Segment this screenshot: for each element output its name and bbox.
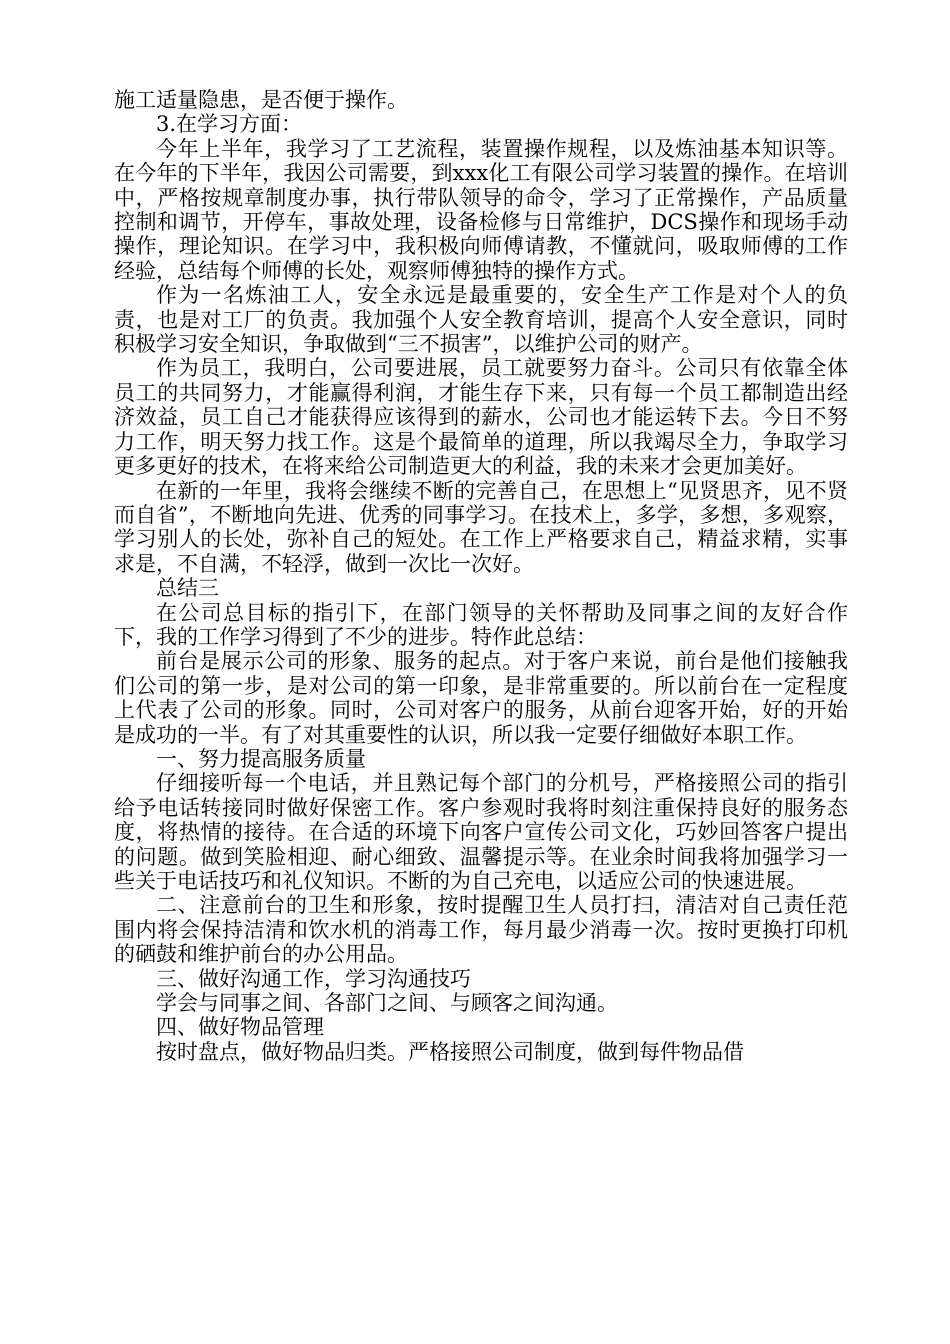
paragraph-safety: 作为一名炼油工人，安全永远是最重要的，安全生产工作是对个人的负责，也是对工厂的负责。我加强个人安全教育培训，提高个人安全意识，同时积极学习安全知识，争取做到“三不损害”，以维护公司的财产。 — [114, 283, 848, 357]
paragraph-item-management: 按时盘点，做好物品归类。严格接照公司制度，做到每件物品借 — [156, 1039, 744, 1064]
paragraph-front-desk-role: 前台是展示公司的形象、服务的起点。对于客户来说，前台是他们接触我们公司的第一步，是对公司的第一印象，是非常重要的。所以前台在一定程度上代表了公司的形象。同时，公司对客户的服务，从前台迎客开始，好的开始是成功的一半。有了对其重要性的认识，所以我一定要仔细做好本职工作。 — [114, 649, 848, 747]
paragraph-learning-process: 今年上半年，我学习了工艺流程，装置操作规程，以及炼油基本知识等。在今年的下半年，我因公司需要，到xxx化工有限公司学习装置的操作。在培训中，严格按规章制度办事，执行带队领导的命令，学习了正常操作，产品质量控制和调节，开停车，事故处理，设备检修与日常维护，DCS操作和现场手动操作，理论知识。在学习中，我积极向师傅请教，不懂就问，吸取师傅的工作经验，总结每个师傅的长处，观察师傅独特的操作方式。 — [114, 136, 848, 283]
section-heading-communication: 三、做好沟通工作，学习沟通技巧 — [156, 966, 471, 991]
paragraph-new-year-plan: 在新的一年里，我将会继续不断的完善自己，在思想上“见贤思齐，见不贤而自省”，不断地向先进、优秀的同事学习。在技术上，多学，多想，多观察，学习别人的长处，弥补自己的短处。在工作上严格要求自己，精益求精，实事求是，不自满，不轻浮，做到一次比一次好。 — [114, 478, 848, 576]
section-heading-service-quality: 一、努力提高服务质量 — [156, 746, 366, 771]
document-page — [114, 88, 848, 1064]
section-heading-learning: 3.在学习方面： — [156, 112, 303, 137]
paragraph-employee-effort: 作为员工，我明白，公司要进展，员工就要努力奋斗。公司只有依靠全体员工的共同努力，才能赢得利润，才能生存下来，只有每一个员工都制造出经济效益，员工自己才能获得应该得到的薪水，公司也才能运转下去。今日不努力工作，明天努力找工作。这是个最简单的道理，所以我竭尽全力，争取学习更多更好的技术，在将来给公司制造更大的利益，我的未来才会更加美好。 — [114, 356, 848, 479]
paragraph-hygiene-image: 二、注意前台的卫生和形象，按时提醒卫生人员打扫，清洁对自己责任范围内将会保持洁清和饮水机的消毒工作，每月最少消毒一次。按时更换打印机的硒鼓和维护前台的办公用品。 — [114, 893, 848, 967]
paragraph-phone-service: 仔细接听每一个电话，并且熟记每个部门的分机号，严格接照公司的指引给予电话转接同时做好保密工作。客户参观时我将时刻注重保持良好的服务态度，将热情的接待。在合适的环境下向客户宣传公司文化，巧妙回答客户提出的问题。做到笑脸相迎、耐心细致、温馨提示等。在业余时间我将加强学习一些关于电话技巧和礼仪知识。不断的为自己充电，以适应公司的快速进展。 — [114, 771, 848, 893]
paragraph-continuation: 施工适量隐患，是否便于操作。 — [114, 88, 408, 112]
section-heading-item-management: 四、做好物品管理 — [156, 1015, 324, 1040]
section-heading-summary-three: 总结三 — [156, 576, 219, 601]
paragraph-communication: 学会与同事之间、各部门之间、与顾客之间沟通。 — [156, 991, 618, 1016]
paragraph-summary-intro: 在公司总目标的指引下，在部门领导的关怀帮助及同事之间的友好合作下，我的工作学习得到了不少的进步。特作此总结： — [114, 600, 848, 649]
